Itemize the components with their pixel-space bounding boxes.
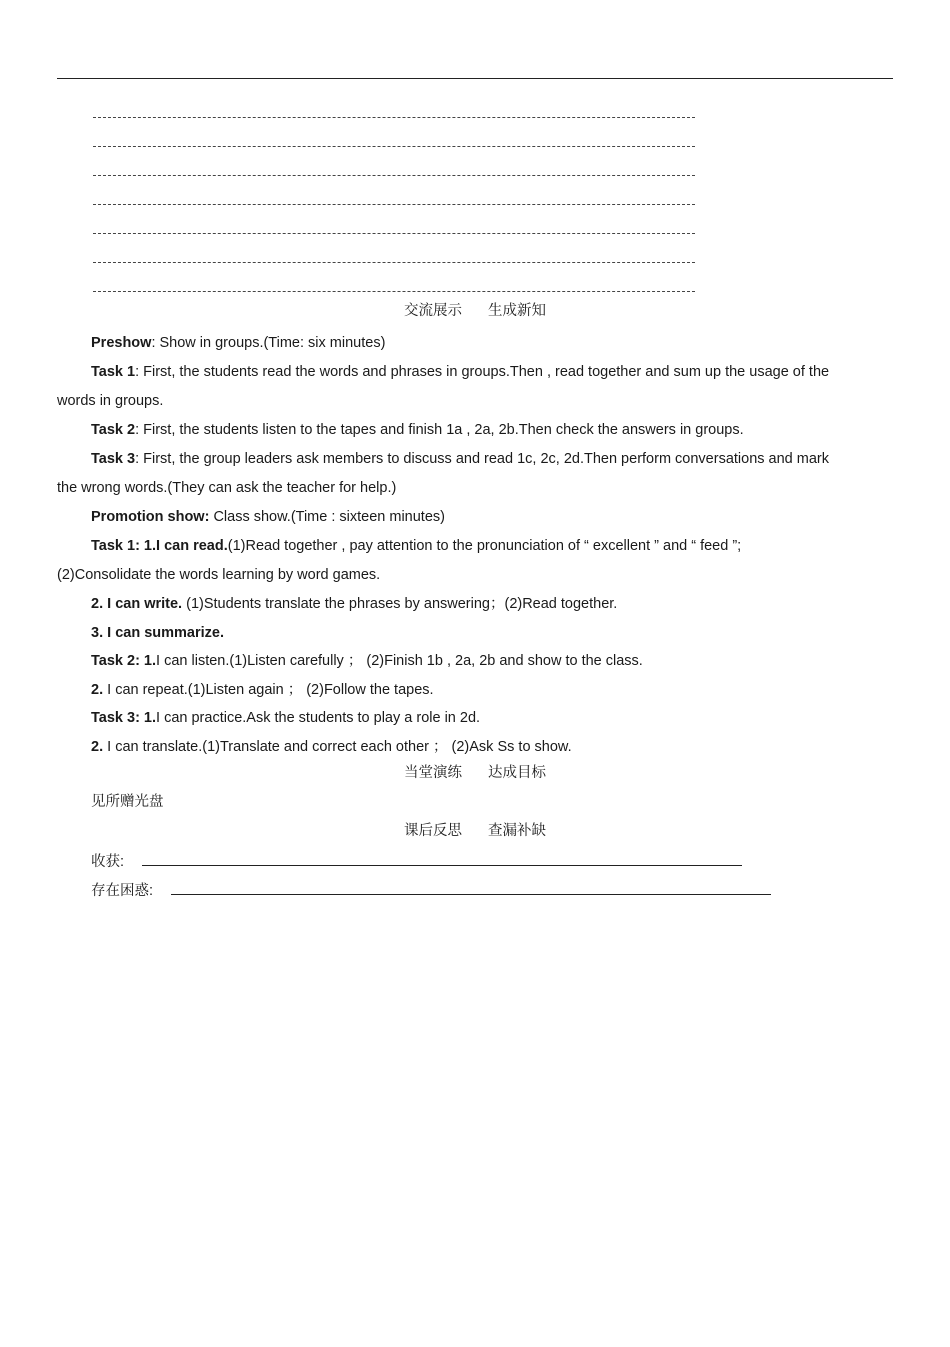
harvest-line xyxy=(91,851,742,871)
promo-task2-item2: 2. I can repeat.(1)Listen again ； (2)Follow the tapes. xyxy=(91,682,434,698)
item-label: I can summarize. xyxy=(107,625,224,641)
heading-part: 当堂演练 xyxy=(404,765,462,781)
promo-task2-line xyxy=(91,652,643,670)
writing-line xyxy=(93,233,695,234)
promo-task3-text: I can practice.Ask the students to play a role in 2d. xyxy=(156,710,481,726)
section-heading-exchange xyxy=(0,302,950,320)
practice-note: 见所赠光盘 xyxy=(91,794,164,810)
task2-text: : First, the students listen to the tapes and finish 1a , 2a, 2b.Then check the answers in groups. xyxy=(135,422,744,438)
promotion-label: Promotion show: xyxy=(91,509,210,525)
promo-task2-label: Task 2: 1. xyxy=(91,653,157,669)
harvest-blank[interactable] xyxy=(142,851,742,866)
promo-task2-text: I can listen.(1)Listen carefully ； (2)Finish 1b , 2a, 2b and show to the class. xyxy=(156,653,643,669)
writing-line xyxy=(93,262,695,263)
promo-task3-label: Task 3: 1. xyxy=(91,710,157,726)
task3-line1 xyxy=(91,450,829,468)
section-heading-reflect xyxy=(0,822,950,840)
item-number: 2 xyxy=(91,739,100,755)
heading-part: 课后反思 xyxy=(404,823,462,839)
item-label: I can write. xyxy=(107,596,183,612)
promotion-text: Class show.(Time : sixteen minutes) xyxy=(209,509,445,525)
promo-task1-line2: (2)Consolidate the words learning by word games. xyxy=(57,567,381,583)
task2-label: Task 2 xyxy=(91,422,136,438)
promo-task1-item3: 3. I can summarize. xyxy=(91,625,224,641)
preshow-line xyxy=(91,334,385,352)
task2-line xyxy=(91,421,744,439)
promo-task3-line xyxy=(91,709,480,727)
writing-line xyxy=(93,204,695,205)
item-number: 3 xyxy=(91,625,100,641)
top-rule xyxy=(57,78,893,79)
confusion-line xyxy=(91,880,771,900)
preshow-text: : Show in groups.(Time: six minutes) xyxy=(151,335,386,351)
promo-task3-item2: 2. I can translate.(1)Translate and correct each other ； (2)Ask Ss to show. xyxy=(91,739,572,755)
writing-line xyxy=(93,175,695,176)
task1-line2: words in groups. xyxy=(57,393,164,409)
task1-text: : First, the students read the words and phrases in groups.Then , read together and sum up the usage of the xyxy=(135,364,830,380)
writing-line xyxy=(93,291,695,292)
harvest-label: 收获: xyxy=(91,854,125,870)
promotion-line xyxy=(91,508,445,526)
promo-task1-text: (1)Read together , pay attention to the pronunciation of “ excellent ” and “ feed ”; xyxy=(227,538,742,554)
task1-label: Task 1 xyxy=(91,364,136,380)
section-heading-practice xyxy=(0,764,950,782)
promo-task1-item2: 2. I can write. (1)Students translate the phrases by answering；(2)Read together. xyxy=(91,596,618,612)
heading-part: 查漏补缺 xyxy=(488,823,546,839)
writing-line xyxy=(93,146,695,147)
confusion-label: 存在困惑: xyxy=(91,883,154,899)
task3-text: : First, the group leaders ask members to discuss and read 1c, 2c, 2d.Then perform conversations and mark xyxy=(135,451,829,467)
item-text: (1)Students translate the phrases by answering；(2)Read together. xyxy=(182,596,618,612)
task3-line2: the wrong words.(They can ask the teacher for help.) xyxy=(57,480,397,496)
task1-line1 xyxy=(91,363,887,381)
promo-task1-label: Task 1: 1.I can read. xyxy=(91,538,228,554)
preshow-label: Preshow xyxy=(91,335,152,351)
item-number: 2 xyxy=(91,596,100,612)
item-text: I can repeat.(1)Listen again ； (2)Follow the tapes. xyxy=(107,682,434,698)
item-text: I can translate.(1)Translate and correct each other ； (2)Ask Ss to show. xyxy=(107,739,572,755)
heading-part: 生成新知 xyxy=(488,303,546,319)
item-number: 2 xyxy=(91,682,100,698)
heading-part: 达成目标 xyxy=(488,765,546,781)
writing-line xyxy=(93,117,695,118)
task3-label: Task 3 xyxy=(91,451,136,467)
heading-part: 交流展示 xyxy=(404,303,462,319)
promo-task1-line1 xyxy=(91,537,741,555)
confusion-blank[interactable] xyxy=(171,880,771,895)
